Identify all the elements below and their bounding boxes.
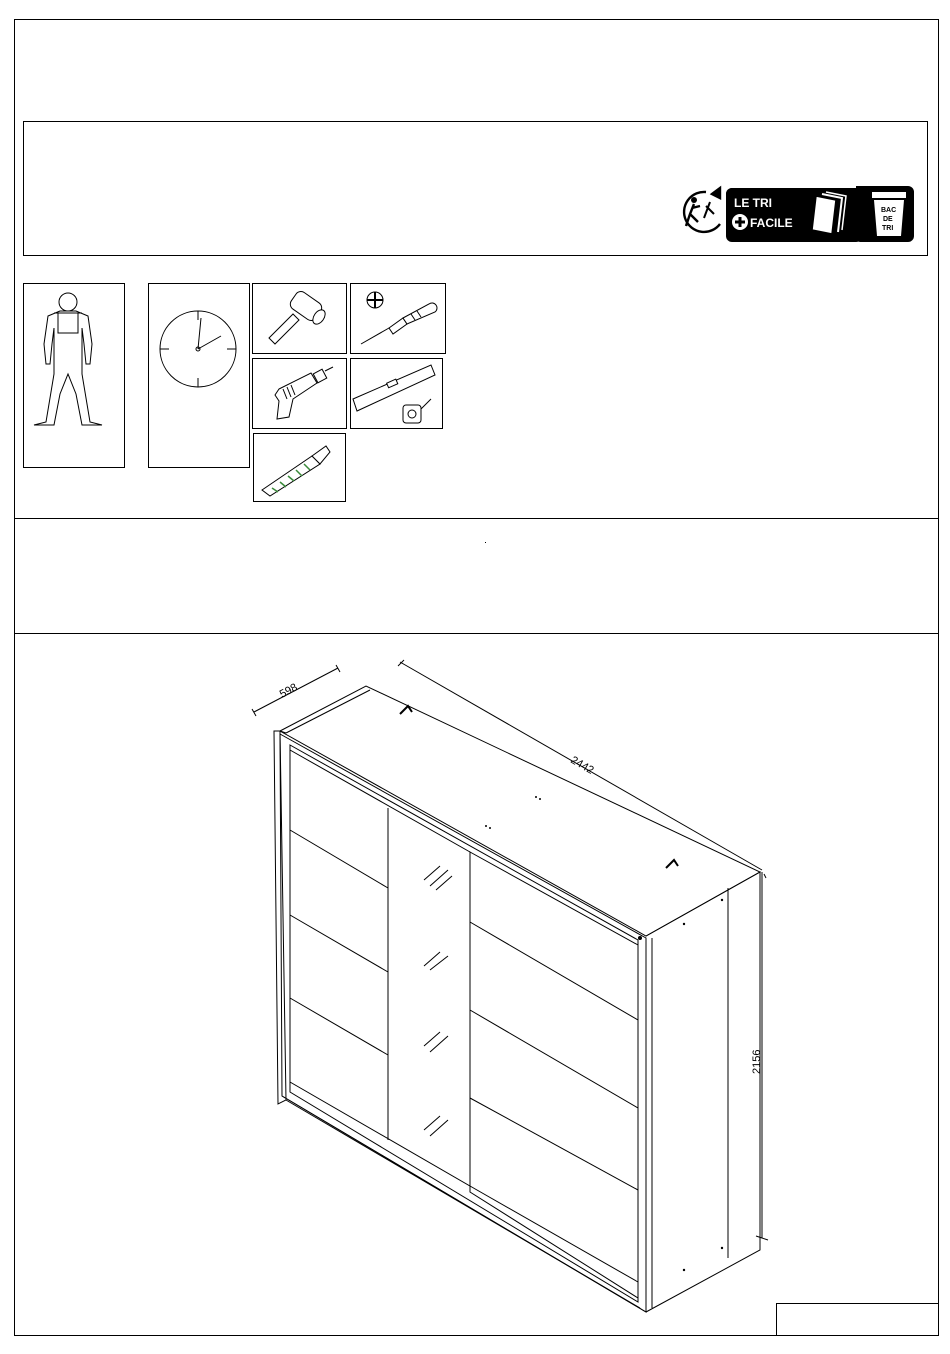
phillips-screwdriver-icon [351,284,445,353]
person-box [23,283,125,468]
bin-label-1: BAC [881,207,897,214]
screwdriver-box [350,283,446,354]
height-dimension: 2156 [751,1049,763,1074]
recycling-logo [676,184,914,242]
triman-icon [684,188,720,232]
clock-icon [149,284,249,467]
hammer-icon [253,284,346,353]
person-icon [24,284,124,467]
page-number-box [776,1303,939,1336]
level-box [350,358,443,429]
logo-line-1: LE TRI [734,196,772,210]
dot-mark [485,542,486,543]
divider-top [14,518,939,519]
drill-bit-icon [254,434,345,501]
clock-box [148,283,250,468]
level-and-tape-measure-icon [351,359,442,428]
logo-line-2: FACILE [750,216,793,230]
drill-bit-box [253,433,346,502]
wardrobe-drawing [0,634,950,1334]
drill-icon [253,359,346,428]
depth-dimension: 598 [277,681,300,701]
drill-box [252,358,347,429]
width-dimension: 2442 [568,754,596,777]
bin-label-2: DE [883,216,893,223]
bin-label-3: TRI [882,225,894,232]
hammer-box [252,283,347,354]
